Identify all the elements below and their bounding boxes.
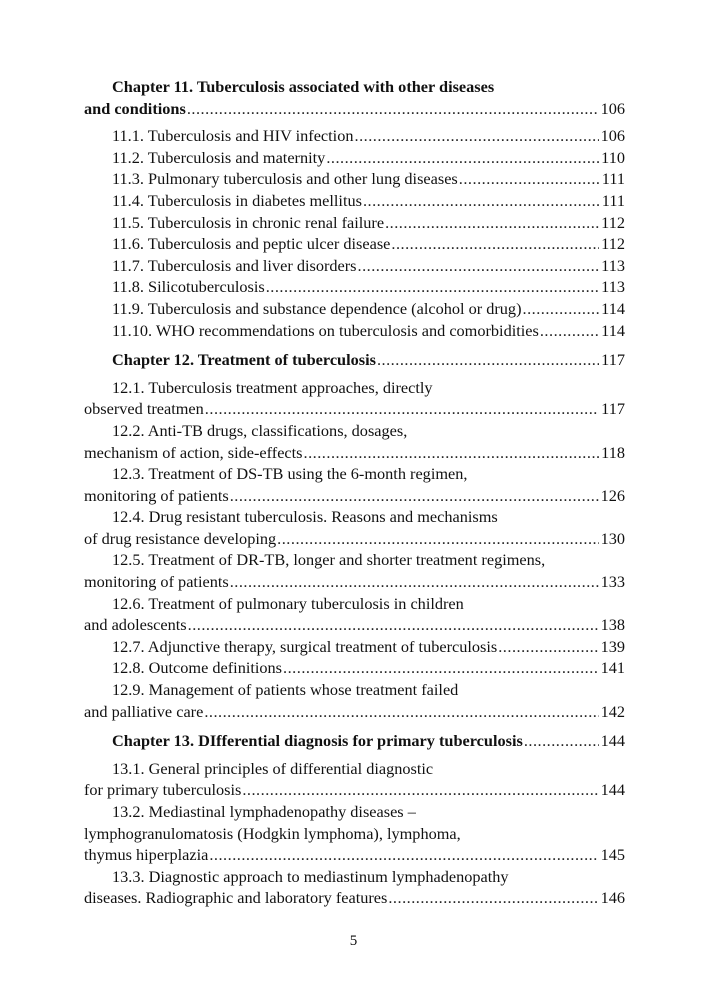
toc-entry[interactable] [84, 298, 625, 320]
dot-leader [524, 730, 599, 752]
toc-entry-title: 12.3. Treatment of DS-TB using the 6-month regimen, [112, 464, 468, 484]
toc-entry-page: 146 [600, 888, 625, 908]
toc-entry-page: 117 [601, 399, 625, 419]
dot-leader [391, 233, 599, 255]
page-number: 5 [349, 933, 358, 949]
toc-entry-page: 133 [600, 572, 625, 592]
dot-leader [523, 298, 600, 320]
toc-chapter-heading[interactable] [84, 98, 625, 120]
toc-entry-page: 112 [601, 212, 625, 232]
toc-entry-title: monitoring of patients [84, 485, 229, 505]
dot-leader [230, 485, 599, 507]
toc-entry-title: and adolescents [84, 615, 187, 635]
toc-entry[interactable] [84, 887, 625, 909]
toc-entry[interactable] [84, 506, 625, 528]
toc-entry[interactable] [84, 593, 625, 615]
toc-entry-page: 106 [600, 98, 625, 118]
toc-entry-title: 13.1. General principles of differential diagnostic [112, 758, 434, 778]
toc-entry-page: 142 [600, 701, 625, 721]
toc-entry[interactable] [84, 701, 625, 723]
dot-leader [540, 320, 599, 342]
toc-entry-title: 11.8. Silicotuberculosis [112, 277, 265, 297]
toc-entry-page: 114 [601, 320, 625, 340]
toc-entry[interactable] [84, 233, 625, 255]
toc-entry[interactable] [84, 320, 625, 342]
dot-leader [326, 147, 599, 169]
toc-entry-title: 11.4. Tuberculosis in diabetes mellitus [112, 190, 362, 210]
toc-entry-page: 145 [600, 845, 625, 865]
toc-entry[interactable] [84, 420, 625, 442]
toc-chapter-heading[interactable] [84, 76, 625, 98]
toc-entry-title: 13.2. Mediastinal lymphadenopathy diseases – [112, 802, 416, 821]
toc-entry-title: 11.10. WHO recommendations on tuberculosis and comorbidities [112, 320, 539, 340]
toc-entry[interactable] [84, 485, 625, 507]
toc-entry[interactable] [84, 147, 625, 169]
dot-leader [498, 636, 598, 658]
toc-entry[interactable] [84, 866, 625, 888]
section-spacer [84, 341, 625, 349]
toc-entry[interactable] [84, 442, 625, 464]
toc-entry-page: 144 [600, 731, 625, 751]
toc-entry-page: 126 [600, 485, 625, 505]
toc-entry-title: thymus hiperplazia [84, 845, 209, 865]
toc-entry[interactable] [84, 398, 625, 420]
toc-entry-title: Chapter 13. DIfferential diagnosis for primary tuberculosis [112, 731, 523, 751]
toc-entry-title: 11.7. Tuberculosis and liver disorders [112, 255, 357, 275]
dot-leader [283, 657, 599, 679]
toc-entry-title: and palliative care [84, 701, 204, 721]
toc-entry-title: monitoring of patients [84, 572, 229, 592]
dot-leader [266, 276, 599, 298]
toc-entry-title: 11.3. Pulmonary tuberculosis and other lung diseases [112, 169, 458, 189]
toc-entry-title: mechanism of action, side-effects [84, 442, 303, 462]
toc-entry[interactable] [84, 190, 625, 212]
toc-entry-title: diseases. Radiographic and laboratory features [84, 888, 388, 908]
dot-leader [230, 571, 599, 593]
toc-entry-page: 130 [600, 528, 625, 548]
toc-entry[interactable] [84, 614, 625, 636]
toc-entry-title: 11.9. Tuberculosis and substance dependence (alcohol or drug) [112, 298, 522, 318]
dot-leader [304, 442, 600, 464]
toc-entry[interactable] [84, 801, 625, 823]
toc-entry-page: 112 [601, 234, 625, 254]
toc-entry[interactable] [84, 168, 625, 190]
dot-leader [385, 212, 599, 234]
toc-entry-title: 12.9. Management of patients whose treatment failed [112, 680, 459, 700]
toc-entry-title: 12.5. Treatment of DR-TB, longer and shorter treatment regimens, [112, 550, 546, 570]
toc-entry[interactable] [84, 255, 625, 277]
dot-leader [363, 190, 600, 212]
toc-chapter-heading[interactable] [84, 349, 625, 371]
toc-entry-title: 13.3. Diagnostic approach to mediastinum lymphadenopathy [112, 866, 509, 886]
dot-leader [459, 168, 600, 190]
dot-leader [204, 701, 598, 723]
toc-entry-title: for primary tuberculosis [84, 780, 242, 800]
toc-entry-page: 111 [601, 169, 625, 189]
toc-entry[interactable] [84, 679, 625, 701]
table-of-contents [84, 76, 625, 909]
toc-entry[interactable] [84, 657, 625, 679]
dot-leader [388, 887, 598, 909]
toc-entry-page: 117 [601, 350, 625, 370]
toc-entry[interactable] [84, 125, 625, 147]
toc-entry-title: and conditions [84, 98, 186, 118]
dot-leader [187, 98, 599, 120]
dot-leader [205, 398, 599, 420]
toc-entry-title: 11.1. Tuberculosis and HIV infection [112, 126, 354, 146]
toc-entry-title: Chapter 12. Treatment of tuberculosis [112, 350, 376, 370]
toc-entry-title: 12.2. Anti-TB drugs, classifications, dosages, [112, 420, 408, 440]
toc-entry-title: 12.4. Drug resistant tuberculosis. Reasons and mechanisms [112, 507, 498, 527]
dot-leader [277, 528, 598, 550]
toc-entry[interactable] [84, 377, 625, 399]
toc-entry-page: 114 [601, 298, 625, 318]
toc-entry-title: Chapter 11. Tuberculosis associated with other diseases [112, 77, 495, 96]
dot-leader [188, 614, 599, 636]
toc-entry-title: 11.6. Tuberculosis and peptic ulcer disease [112, 234, 391, 254]
section-spacer [84, 722, 625, 730]
toc-entry[interactable] [84, 823, 625, 845]
toc-entry-page: 106 [600, 126, 625, 146]
toc-entry[interactable] [84, 758, 625, 780]
toc-entry[interactable] [84, 276, 625, 298]
toc-entry[interactable] [84, 212, 625, 234]
toc-entry[interactable] [84, 636, 625, 658]
toc-entry-page: 144 [600, 780, 625, 800]
toc-entry-page: 138 [600, 615, 625, 635]
toc-entry-page: 139 [600, 636, 625, 656]
toc-entry[interactable] [84, 549, 625, 571]
dot-leader [209, 844, 598, 866]
toc-entry-title: 11.5. Tuberculosis in chronic renal failure [112, 212, 385, 232]
dot-leader [377, 349, 599, 371]
toc-entry-title: 11.2. Tuberculosis and maternity [112, 147, 326, 167]
toc-entry-page: 111 [601, 190, 625, 210]
toc-entry-page: 113 [601, 277, 625, 297]
dot-leader [358, 255, 600, 277]
toc-entry-title: observed treatmen [84, 399, 204, 419]
toc-entry-page: 141 [600, 658, 625, 678]
toc-entry[interactable] [84, 528, 625, 550]
toc-entry-page: 110 [601, 147, 625, 167]
toc-chapter-heading[interactable] [84, 730, 625, 752]
dot-leader [242, 779, 598, 801]
toc-entry[interactable] [84, 779, 625, 801]
toc-entry-title: of drug resistance developing [84, 528, 277, 548]
toc-entry-title: lymphogranulomatosis (Hodgkin lymphoma), lymphoma, [84, 823, 461, 843]
dot-leader [355, 125, 599, 147]
toc-entry[interactable] [84, 571, 625, 593]
toc-entry-page: 113 [601, 255, 625, 275]
toc-entry[interactable] [84, 463, 625, 485]
toc-entry-title: 12.8. Outcome definitions [112, 658, 283, 678]
toc-entry-title: 12.7. Adjunctive therapy, surgical treatment of tuberculosis [112, 636, 498, 656]
toc-entry-page: 118 [601, 442, 625, 462]
toc-entry-title: 12.1. Tuberculosis treatment approaches, directly [112, 377, 433, 397]
toc-entry[interactable] [84, 844, 625, 866]
toc-entry-title: 12.6. Treatment of pulmonary tuberculosis in children [112, 593, 464, 613]
